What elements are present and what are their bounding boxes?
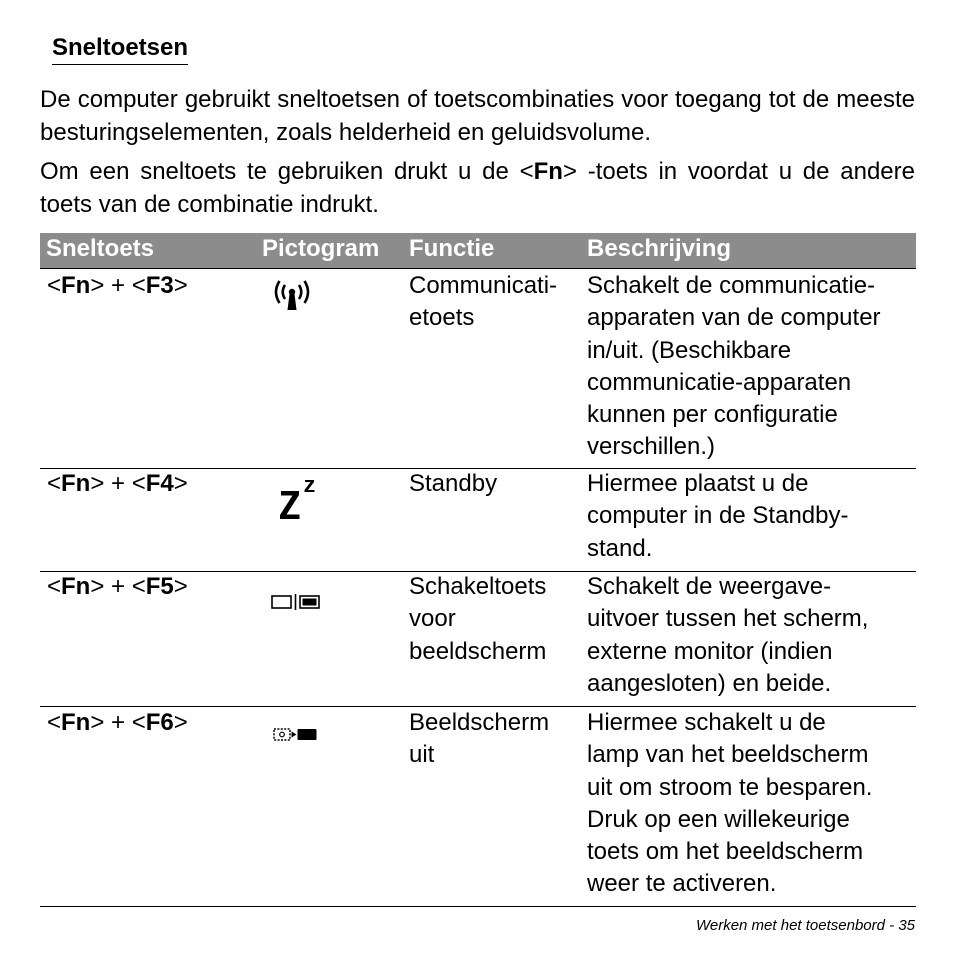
function-cell: Beeldscherm uit bbox=[409, 709, 550, 769]
table-header bbox=[40, 233, 916, 269]
sleep-zz-icon bbox=[278, 478, 318, 522]
display-off-icon bbox=[272, 726, 322, 744]
function-cell: Schakeltoets voor beeldscherm bbox=[409, 573, 547, 665]
shortcut-cell: <Fn> + <F3> bbox=[47, 272, 188, 299]
footer-section: Werken met het toetsenbord - bbox=[695, 917, 899, 934]
table-row bbox=[40, 468, 916, 568]
page-footer bbox=[696, 917, 915, 935]
wireless-antenna-icon bbox=[268, 279, 316, 313]
display-toggle-icon bbox=[270, 593, 322, 611]
header-beschrijving: Beschrijving bbox=[587, 235, 732, 262]
header-functie: Functie bbox=[409, 235, 495, 262]
usage-text-end: > -toets in voordat u de andere toets van de combinatie indrukt. bbox=[40, 158, 915, 218]
header-pictogram: Pictogram bbox=[262, 235, 380, 262]
function-cell: Standby bbox=[409, 470, 498, 497]
usage-paragraph bbox=[40, 155, 915, 221]
table-row bbox=[40, 707, 916, 903]
table-rule bbox=[40, 268, 916, 269]
function-cell: Communicati- etoets bbox=[409, 272, 558, 332]
description-cell: Hiermee schakelt u de lamp van het beeldscherm uit om stroom te besparen. Druk op een willekeurige toets om het beeldscherm weer te activeren. bbox=[587, 709, 873, 898]
table-bottom-rule bbox=[40, 906, 916, 907]
usage-text-start: Om een sneltoets te gebruiken drukt u de < bbox=[40, 158, 534, 185]
table-row bbox=[40, 270, 916, 466]
page-number: 35 bbox=[898, 917, 915, 934]
header-sneltoets: Sneltoets bbox=[46, 235, 155, 262]
table-row bbox=[40, 571, 916, 703]
intro-paragraph: De computer gebruikt sneltoetsen of toetscombinaties voor toegang tot de meeste besturingselementen, zoals helderheid en geluidsvolume. bbox=[40, 86, 915, 146]
description-cell: Schakelt de communicatie- apparaten van de computer in/uit. (Beschikbare communicatie-apparaten kunnen per configuratie verschillen.) bbox=[587, 272, 881, 461]
shortcut-cell: <Fn> + <F5> bbox=[47, 573, 188, 600]
shortcut-cell: <Fn> + <F6> bbox=[47, 709, 188, 736]
description-cell: Hiermee plaatst u de computer in de Standby- stand. bbox=[587, 470, 849, 562]
description-cell: Schakelt de weergave- uitvoer tussen het scherm, externe monitor (indien aangesloten) en beide. bbox=[587, 573, 869, 697]
shortcut-cell: <Fn> + <F4> bbox=[47, 470, 188, 497]
page-title: Sneltoetsen bbox=[52, 32, 188, 65]
fn-key-label: Fn bbox=[533, 158, 563, 185]
